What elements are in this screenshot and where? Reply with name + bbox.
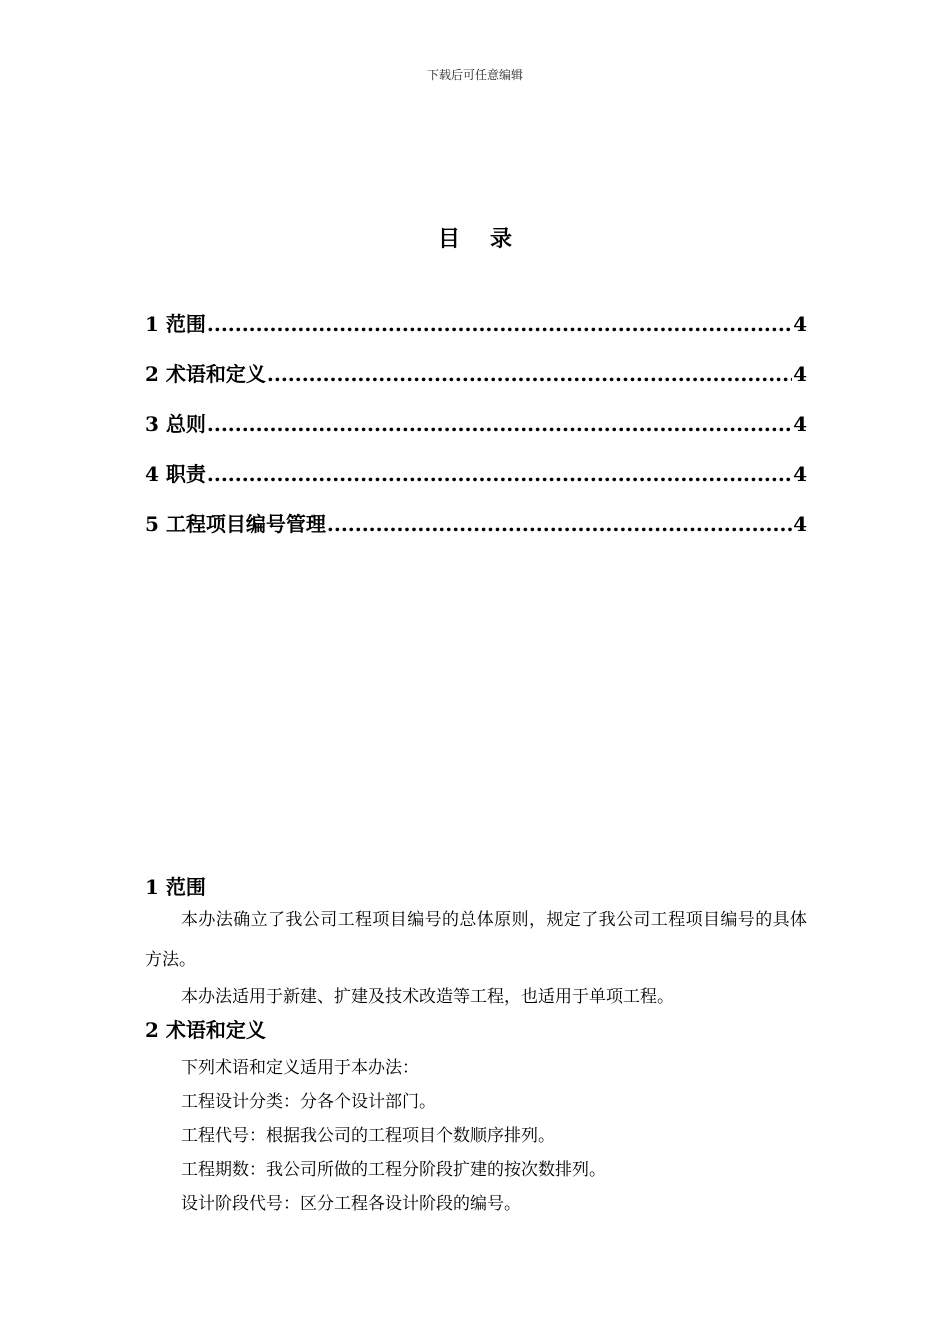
toc-entry-page: 4 [793,412,807,436]
toc-entry-label: 1 范围 [145,312,206,336]
toc-entry-page: 4 [793,312,807,336]
toc-entry-page: 4 [793,362,807,386]
toc-entry-numbering[interactable] [145,508,807,558]
toc-entry-label: 5 工程项目编号管理 [145,512,326,536]
terms-line: 工程期数：我公司所做的工程分阶段扩建的按次数排列。 [181,1160,606,1180]
toc-leader-dots [207,312,792,336]
terms-line: 工程代号：根据我公司的工程项目个数顺序排列。 [181,1126,555,1146]
toc-title-right: 录 [490,226,513,252]
toc-title [0,222,950,253]
toc-entry-page: 4 [793,462,807,486]
toc-entry-terms[interactable] [145,358,807,408]
header-note: 下载后可任意编辑 [426,68,523,82]
toc-entry-label: 4 职责 [145,462,206,486]
toc-leader-dots [327,512,792,536]
toc-entry-duties[interactable] [145,458,807,508]
table-of-contents [145,308,807,558]
scope-paragraph-1: 本办法确立了我公司工程项目编号的总体原则，规定了我公司工程项目编号的具体方法。 [145,910,807,970]
terms-line: 设计阶段代号：区分工程各设计阶段的编号。 [181,1194,521,1214]
toc-leader-dots [207,462,792,486]
toc-entry-scope[interactable] [145,308,807,358]
toc-entry-label: 3 总则 [145,412,206,436]
toc-leader-dots [267,362,792,386]
terms-line: 工程设计分类：分各个设计部门。 [181,1092,436,1112]
toc-entry-label: 2 术语和定义 [145,362,266,386]
section-heading-terms: 2 术语和定义 [145,1018,266,1042]
terms-line: 下列术语和定义适用于本办法： [181,1058,419,1078]
toc-leader-dots [207,412,792,436]
toc-entry-page: 4 [793,512,807,536]
scope-paragraph-2: 本办法适用于新建、扩建及技术改造等工程，也适用于单项工程。 [181,987,674,1007]
section-heading-scope: 1 范围 [145,875,206,899]
toc-entry-general[interactable] [145,408,807,458]
toc-title-left: 目 [437,226,460,252]
